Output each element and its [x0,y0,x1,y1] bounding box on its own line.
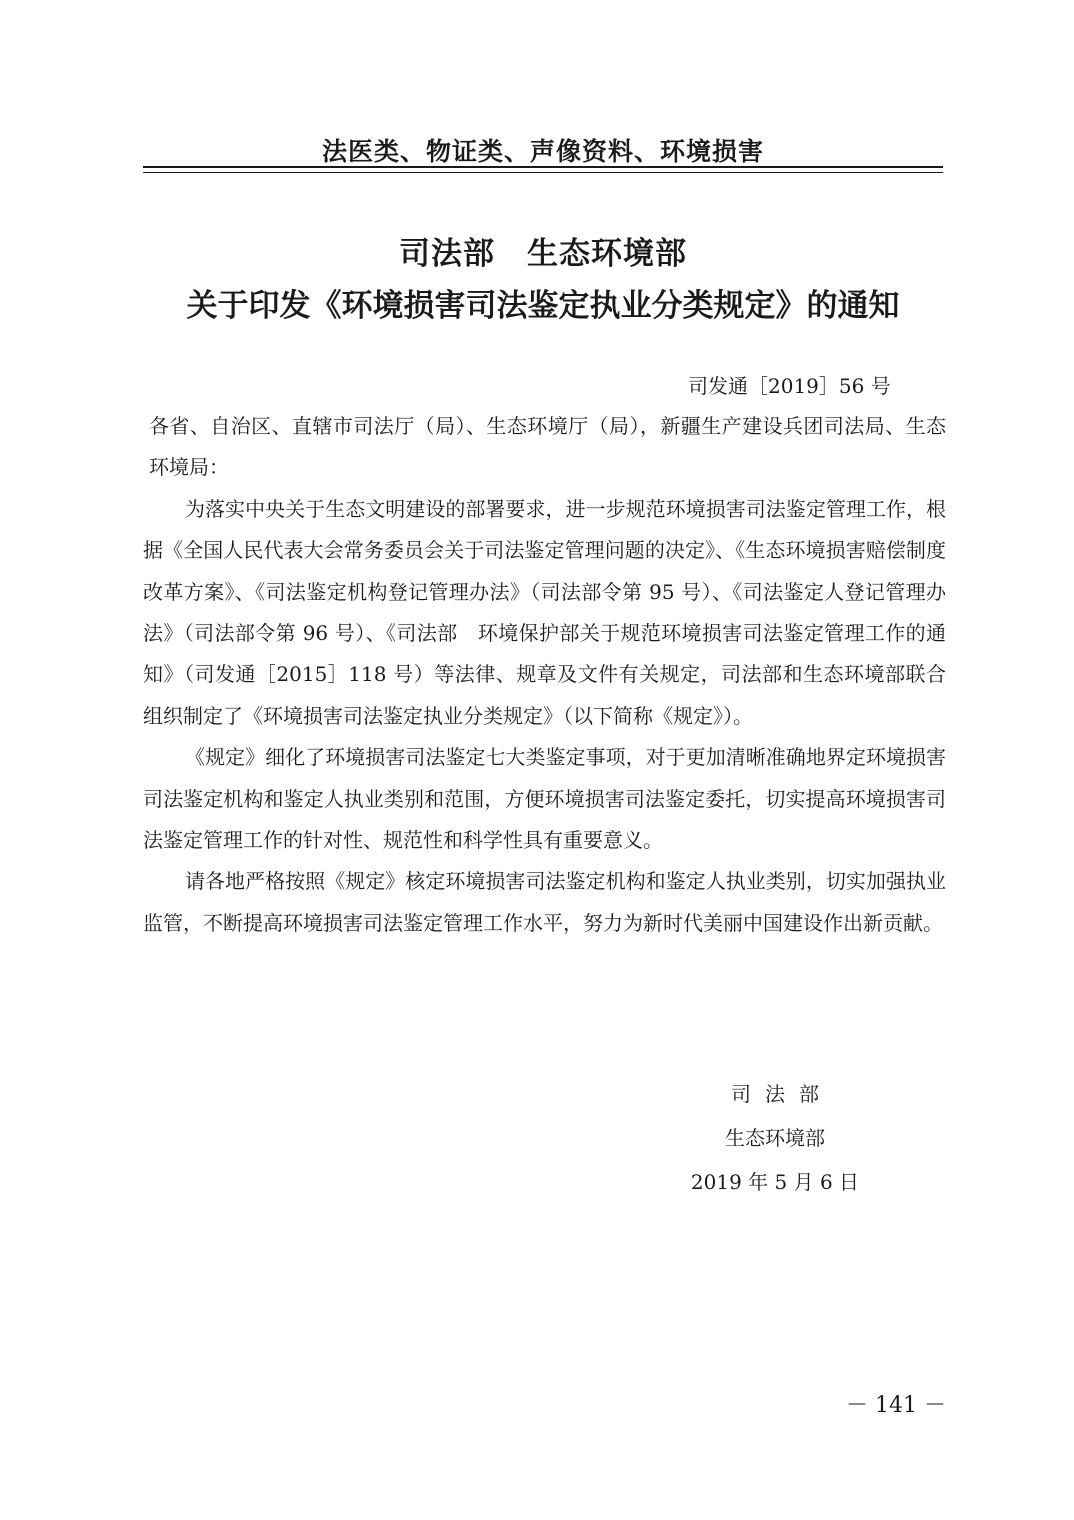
page-number: － 141 － [846,1393,946,1418]
paragraph: 为落实中央关于生态文明建设的部署要求，进一步规范环境损害司法鉴定管理工作，根据《全国人民代表大会常务委员会关于司法鉴定管理问题的决定》、《生态环境损害赔偿制度改革方案》、《司法鉴定机构登记管理办法》（司法部令第 95 号）、《司法鉴定人登记管理办法》（司法部令第 96 号）、《司法部 环境保护部关于规范环境损害司法鉴定管理工作的通知》（司发通［2015］118 号）等法律、规章及文件有关规定，司法部和生态环境部联合组织制定了《环境损害司法鉴定执业分类规定》（以下简称《规定》）。 [143,496,946,728]
issue-date: 2019 年 5 月 6 日 [690,1170,860,1194]
running-header: 法医类、物证类、声像资料、环境损害 [321,137,764,166]
header-rule-thin [143,172,943,173]
paragraph: 《规定》细化了环境损害司法鉴定七大类鉴定事项，对于更加清晰准确地界定环境损害司法鉴定机构和鉴定人执业类别和范围，方便环境损害司法鉴定委托，切实提高环境损害司法鉴定管理工作的针对性、规范性和科学性具有重要意义。 [143,745,946,853]
document-body [143,406,946,944]
issuer-ministry-of-ecology: 生态环境部 [725,1126,825,1150]
document-number: 司发通［2019］56 号 [688,374,891,398]
issuer-ministry-of-justice: 司法部 [731,1082,833,1106]
document-title-line1: 司法部 生态环境部 [399,236,687,272]
header-rule-thick [143,166,943,168]
paragraph: 请各地严格按照《规定》核定环境损害司法鉴定机构和鉴定人执业类别，切实加强执业监管，不断提高环境损害司法鉴定管理工作水平，努力为新时代美丽中国建设作出新贡献。 [143,869,946,935]
document-title-line2: 关于印发《环境损害司法鉴定执业分类规定》的通知 [186,288,900,324]
salutation: 各省、自治区、直辖市司法厅（局）、生态环境厅（局），新疆生产建设兵团司法局、生态环境局： [149,414,946,480]
signature-block [660,1072,890,1204]
